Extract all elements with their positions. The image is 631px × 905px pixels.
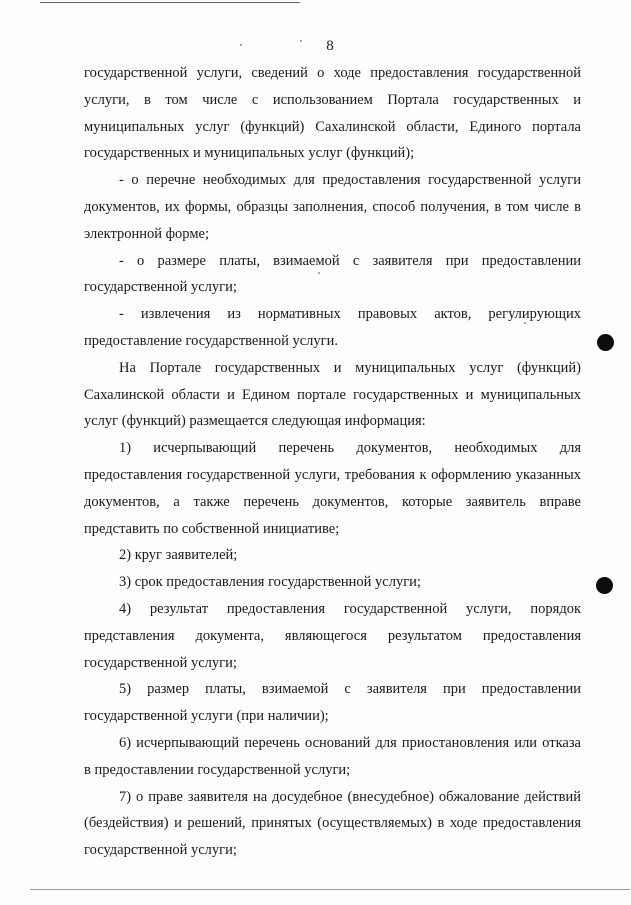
list-item-4: 4) результат предоставления государственной услуги, порядок представления документа, являющегося результатом предоставления государственной услуги; <box>84 600 581 671</box>
scan-edge-line <box>40 2 300 3</box>
paragraph-legal-extracts: - извлечения из нормативных правовых актов, регулирующих предоставление государственной услуги. <box>84 306 581 349</box>
paragraph-list-documents: - о перечне необходимых для предоставления государственной услуги документов, их формы, образцы заполнения, способ получения, в том числе в электронной форме; <box>84 172 581 242</box>
list-item-7: 7) о праве заявителя на досудебное (внесудебное) обжалование действий (бездействия) и решений, принятых (осуществляемых) в ходе предоставления государственной услуги; <box>84 788 581 859</box>
list-item-3: 3) срок предоставления государственной услуги; <box>119 574 421 591</box>
punch-hole-mark <box>597 334 614 351</box>
scan-speck <box>240 44 242 46</box>
list-item-6: 6) исчерпывающий перечень оснований для приостановления или отказа в предоставлении государственной услуги; <box>84 734 581 778</box>
punch-hole-mark <box>596 577 613 594</box>
paragraph-continuation: государственной услуги, сведений о ходе предоставления государственной услуги, в том числе с использованием Портала государственных и муниципальных услуг (функций) Сахалинской области, Единого портала государственных и муниципальных услуг (функций); <box>84 65 581 162</box>
page-number: 8 <box>326 38 334 54</box>
scan-speck <box>300 40 302 42</box>
scan-speck <box>318 272 320 274</box>
list-item-5: 5) размер платы, взимаемой с заявителя при предоставлении государственной услуги (при наличии); <box>84 681 581 725</box>
list-item-2: 2) круг заявителей; <box>119 547 238 564</box>
list-item-1: 1) исчерпывающий перечень документов, необходимых для предоставления государственной услуги, требования к оформлению указанных документов, а также перечень документов, которые заявитель вправе представить по собственной инициативе; <box>84 440 581 537</box>
scan-edge-line <box>30 889 630 890</box>
document-body <box>84 60 581 864</box>
paragraph-fee-info: - о размере платы, взимаемой с заявителя при предоставлении государственной услуги; <box>84 252 581 296</box>
paragraph-portal-info: На Портале государственных и муниципальных услуг (функций) Сахалинской области и Едином портале государственных и муниципальных услуг (функций) размещается следующая информация: <box>84 359 581 430</box>
scan-speck <box>524 322 526 324</box>
